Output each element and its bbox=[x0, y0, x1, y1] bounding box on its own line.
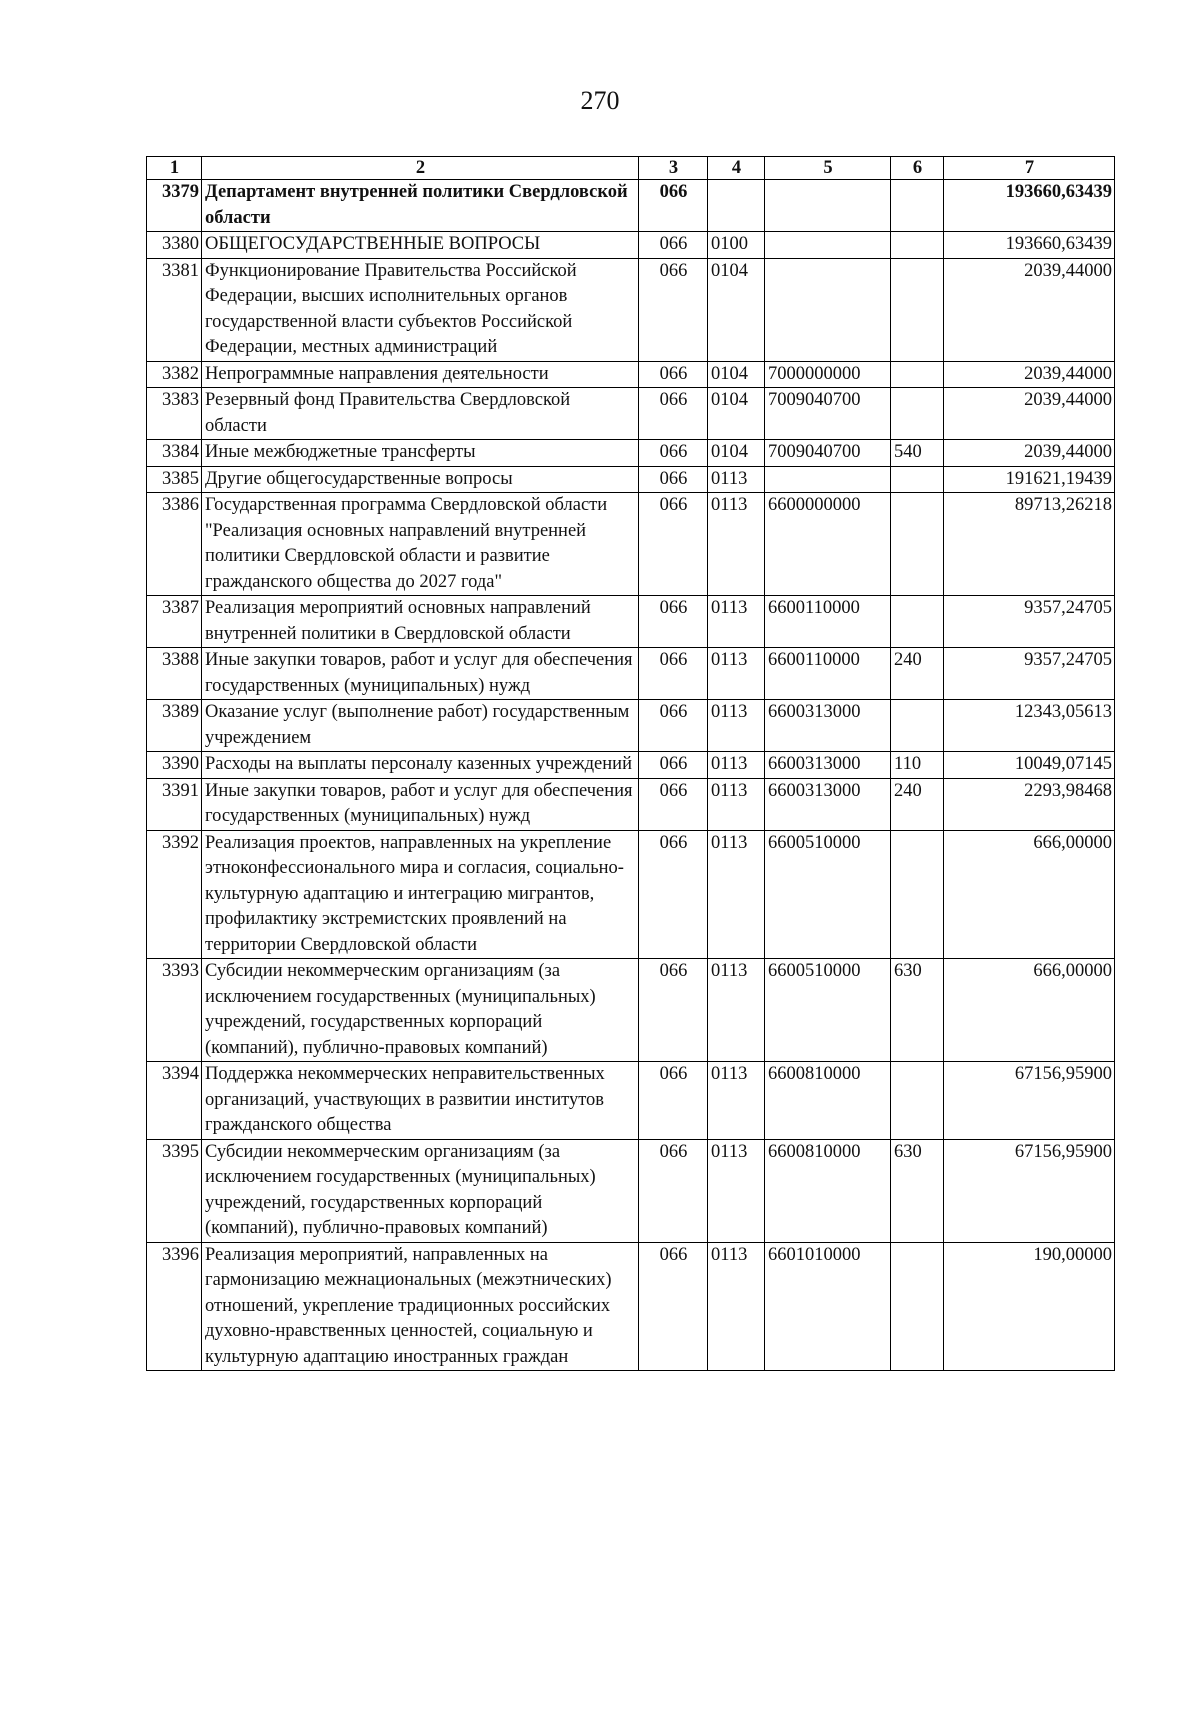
department-code-cell: 066 bbox=[639, 180, 708, 232]
row-number-cell: 3381 bbox=[147, 258, 202, 361]
row-number-cell: 3385 bbox=[147, 466, 202, 493]
header-cell: 2 bbox=[202, 157, 639, 180]
department-code-cell: 066 bbox=[639, 1139, 708, 1242]
target-article-cell: 6600110000 bbox=[765, 648, 891, 700]
department-code-cell: 066 bbox=[639, 648, 708, 700]
expense-type-cell bbox=[891, 1062, 944, 1140]
row-number-cell: 3395 bbox=[147, 1139, 202, 1242]
item-name-cell: Иные закупки товаров, работ и услуг для обеспечения государственных (муниципальных) нужд bbox=[202, 778, 639, 830]
section-code-cell: 0104 bbox=[708, 258, 765, 361]
row-number-cell: 3396 bbox=[147, 1242, 202, 1371]
amount-cell: 2039,44000 bbox=[944, 361, 1115, 388]
expense-type-cell bbox=[891, 700, 944, 752]
header-cell: 7 bbox=[944, 157, 1115, 180]
amount-cell: 2039,44000 bbox=[944, 388, 1115, 440]
department-code-cell: 066 bbox=[639, 596, 708, 648]
department-code-cell: 066 bbox=[639, 232, 708, 259]
department-code-cell: 066 bbox=[639, 1062, 708, 1140]
table-row bbox=[147, 361, 1115, 388]
target-article-cell: 6600510000 bbox=[765, 830, 891, 959]
row-number-cell: 3379 bbox=[147, 180, 202, 232]
section-code-cell: 0113 bbox=[708, 700, 765, 752]
amount-cell: 2039,44000 bbox=[944, 258, 1115, 361]
row-number-cell: 3383 bbox=[147, 388, 202, 440]
table-row bbox=[147, 1062, 1115, 1140]
item-name-cell: Расходы на выплаты персоналу казенных учреждений bbox=[202, 752, 639, 779]
table-row bbox=[147, 700, 1115, 752]
amount-cell: 666,00000 bbox=[944, 830, 1115, 959]
amount-cell: 191621,19439 bbox=[944, 466, 1115, 493]
page-number: 270 bbox=[580, 86, 620, 115]
header-cell: 5 bbox=[765, 157, 891, 180]
target-article-cell: 7009040700 bbox=[765, 388, 891, 440]
department-code-cell: 066 bbox=[639, 440, 708, 467]
target-article-cell: 7000000000 bbox=[765, 361, 891, 388]
item-name-cell: Государственная программа Свердловской области "Реализация основных направлений внутренней политики Свердловской области и развитие гражданского общества до 2027 года" bbox=[202, 493, 639, 596]
department-code-cell: 066 bbox=[639, 361, 708, 388]
amount-cell: 67156,95900 bbox=[944, 1139, 1115, 1242]
section-code-cell bbox=[708, 180, 765, 232]
expense-type-cell bbox=[891, 1242, 944, 1371]
table-row bbox=[147, 1139, 1115, 1242]
department-code-cell: 066 bbox=[639, 778, 708, 830]
row-number-cell: 3380 bbox=[147, 232, 202, 259]
table-row bbox=[147, 466, 1115, 493]
item-name-cell: Реализация проектов, направленных на укрепление этноконфессионального мира и согласия, социально-культурную адаптацию и интеграцию мигрантов, профилактику экстремистских проявлений на территории Свердловской области bbox=[202, 830, 639, 959]
target-article-cell: 6601010000 bbox=[765, 1242, 891, 1371]
section-code-cell: 0113 bbox=[708, 752, 765, 779]
row-number-cell: 3388 bbox=[147, 648, 202, 700]
amount-cell: 9357,24705 bbox=[944, 648, 1115, 700]
table-row bbox=[147, 648, 1115, 700]
row-number-cell: 3386 bbox=[147, 493, 202, 596]
expense-type-cell: 630 bbox=[891, 959, 944, 1062]
target-article-cell: 6600510000 bbox=[765, 959, 891, 1062]
item-name-cell: Резервный фонд Правительства Свердловской области bbox=[202, 388, 639, 440]
header-cell: 3 bbox=[639, 157, 708, 180]
department-code-cell: 066 bbox=[639, 752, 708, 779]
expense-type-cell: 240 bbox=[891, 778, 944, 830]
department-code-cell: 066 bbox=[639, 493, 708, 596]
expense-type-cell: 540 bbox=[891, 440, 944, 467]
amount-cell: 67156,95900 bbox=[944, 1062, 1115, 1140]
table-row bbox=[147, 1242, 1115, 1371]
item-name-cell: Поддержка некоммерческих неправительственных организаций, участвующих в развитии институтов гражданского общества bbox=[202, 1062, 639, 1140]
table-row bbox=[147, 830, 1115, 959]
header-cell: 4 bbox=[708, 157, 765, 180]
amount-cell: 89713,26218 bbox=[944, 493, 1115, 596]
expense-type-cell bbox=[891, 258, 944, 361]
item-name-cell: Оказание услуг (выполнение работ) государственным учреждением bbox=[202, 700, 639, 752]
header-cell: 6 bbox=[891, 157, 944, 180]
table-row bbox=[147, 778, 1115, 830]
expense-type-cell bbox=[891, 493, 944, 596]
target-article-cell: 6600313000 bbox=[765, 752, 891, 779]
expense-type-cell: 630 bbox=[891, 1139, 944, 1242]
row-number-cell: 3384 bbox=[147, 440, 202, 467]
expense-type-cell bbox=[891, 180, 944, 232]
target-article-cell: 6600000000 bbox=[765, 493, 891, 596]
row-number-cell: 3389 bbox=[147, 700, 202, 752]
table-row bbox=[147, 388, 1115, 440]
amount-cell: 666,00000 bbox=[944, 959, 1115, 1062]
item-name-cell: Непрограммные направления деятельности bbox=[202, 361, 639, 388]
row-number-cell: 3394 bbox=[147, 1062, 202, 1140]
amount-cell: 9357,24705 bbox=[944, 596, 1115, 648]
expense-type-cell: 110 bbox=[891, 752, 944, 779]
table-row bbox=[147, 440, 1115, 467]
expense-type-cell: 240 bbox=[891, 648, 944, 700]
department-code-cell: 066 bbox=[639, 959, 708, 1062]
department-code-cell: 066 bbox=[639, 258, 708, 361]
table-row bbox=[147, 258, 1115, 361]
expense-type-cell bbox=[891, 466, 944, 493]
target-article-cell: 6600810000 bbox=[765, 1062, 891, 1140]
department-code-cell: 066 bbox=[639, 700, 708, 752]
target-article-cell: 7009040700 bbox=[765, 440, 891, 467]
table-row bbox=[147, 232, 1115, 259]
department-code-cell: 066 bbox=[639, 830, 708, 959]
amount-cell: 12343,05613 bbox=[944, 700, 1115, 752]
item-name-cell: Субсидии некоммерческим организациям (за исключением государственных (муниципальных) учреждений, государственных корпораций (компаний), публично-правовых компаний) bbox=[202, 959, 639, 1062]
section-code-cell: 0113 bbox=[708, 466, 765, 493]
expense-type-cell bbox=[891, 830, 944, 959]
section-code-cell: 0113 bbox=[708, 778, 765, 830]
target-article-cell bbox=[765, 466, 891, 493]
expense-type-cell bbox=[891, 596, 944, 648]
table-row bbox=[147, 596, 1115, 648]
section-code-cell: 0113 bbox=[708, 830, 765, 959]
row-number-cell: 3387 bbox=[147, 596, 202, 648]
section-code-cell: 0113 bbox=[708, 596, 765, 648]
table-row bbox=[147, 180, 1115, 232]
target-article-cell bbox=[765, 232, 891, 259]
item-name-cell: Реализация мероприятий, направленных на гармонизацию межнациональных (межэтнических) отношений, укрепление традиционных российских духовно-нравственных ценностей, социальную и культурную адаптацию иностранных граждан bbox=[202, 1242, 639, 1371]
target-article-cell: 6600313000 bbox=[765, 778, 891, 830]
section-code-cell: 0113 bbox=[708, 959, 765, 1062]
section-code-cell: 0104 bbox=[708, 361, 765, 388]
target-article-cell bbox=[765, 180, 891, 232]
table-row bbox=[147, 752, 1115, 779]
target-article-cell: 6600810000 bbox=[765, 1139, 891, 1242]
item-name-cell: ОБЩЕГОСУДАРСТВЕННЫЕ ВОПРОСЫ bbox=[202, 232, 639, 259]
section-code-cell: 0113 bbox=[708, 1242, 765, 1371]
item-name-cell: Другие общегосударственные вопросы bbox=[202, 466, 639, 493]
section-code-cell: 0113 bbox=[708, 493, 765, 596]
section-code-cell: 0104 bbox=[708, 388, 765, 440]
target-article-cell: 6600110000 bbox=[765, 596, 891, 648]
amount-cell: 10049,07145 bbox=[944, 752, 1115, 779]
amount-cell: 190,00000 bbox=[944, 1242, 1115, 1371]
header-cell: 1 bbox=[147, 157, 202, 180]
row-number-cell: 3393 bbox=[147, 959, 202, 1062]
item-name-cell: Департамент внутренней политики Свердловской области bbox=[202, 180, 639, 232]
amount-cell: 2039,44000 bbox=[944, 440, 1115, 467]
row-number-cell: 3391 bbox=[147, 778, 202, 830]
section-code-cell: 0113 bbox=[708, 1062, 765, 1140]
header-row bbox=[147, 157, 1115, 180]
row-number-cell: 3382 bbox=[147, 361, 202, 388]
budget-table bbox=[146, 156, 1115, 1371]
expense-type-cell bbox=[891, 232, 944, 259]
table-row bbox=[147, 493, 1115, 596]
department-code-cell: 066 bbox=[639, 388, 708, 440]
row-number-cell: 3392 bbox=[147, 830, 202, 959]
item-name-cell: Субсидии некоммерческим организациям (за исключением государственных (муниципальных) учреждений, государственных корпораций (компаний), публично-правовых компаний) bbox=[202, 1139, 639, 1242]
table-row bbox=[147, 959, 1115, 1062]
item-name-cell: Реализация мероприятий основных направлений внутренней политики в Свердловской области bbox=[202, 596, 639, 648]
item-name-cell: Иные межбюджетные трансферты bbox=[202, 440, 639, 467]
section-code-cell: 0113 bbox=[708, 648, 765, 700]
section-code-cell: 0100 bbox=[708, 232, 765, 259]
target-article-cell: 6600313000 bbox=[765, 700, 891, 752]
department-code-cell: 066 bbox=[639, 1242, 708, 1371]
expense-type-cell bbox=[891, 361, 944, 388]
section-code-cell: 0104 bbox=[708, 440, 765, 467]
item-name-cell: Иные закупки товаров, работ и услуг для обеспечения государственных (муниципальных) нужд bbox=[202, 648, 639, 700]
expense-type-cell bbox=[891, 388, 944, 440]
row-number-cell: 3390 bbox=[147, 752, 202, 779]
target-article-cell bbox=[765, 258, 891, 361]
item-name-cell: Функционирование Правительства Российской Федерации, высших исполнительных органов государственной власти субъектов Российской Федерации, местных администраций bbox=[202, 258, 639, 361]
department-code-cell: 066 bbox=[639, 466, 708, 493]
amount-cell: 193660,63439 bbox=[944, 232, 1115, 259]
amount-cell: 2293,98468 bbox=[944, 778, 1115, 830]
section-code-cell: 0113 bbox=[708, 1139, 765, 1242]
amount-cell: 193660,63439 bbox=[944, 180, 1115, 232]
